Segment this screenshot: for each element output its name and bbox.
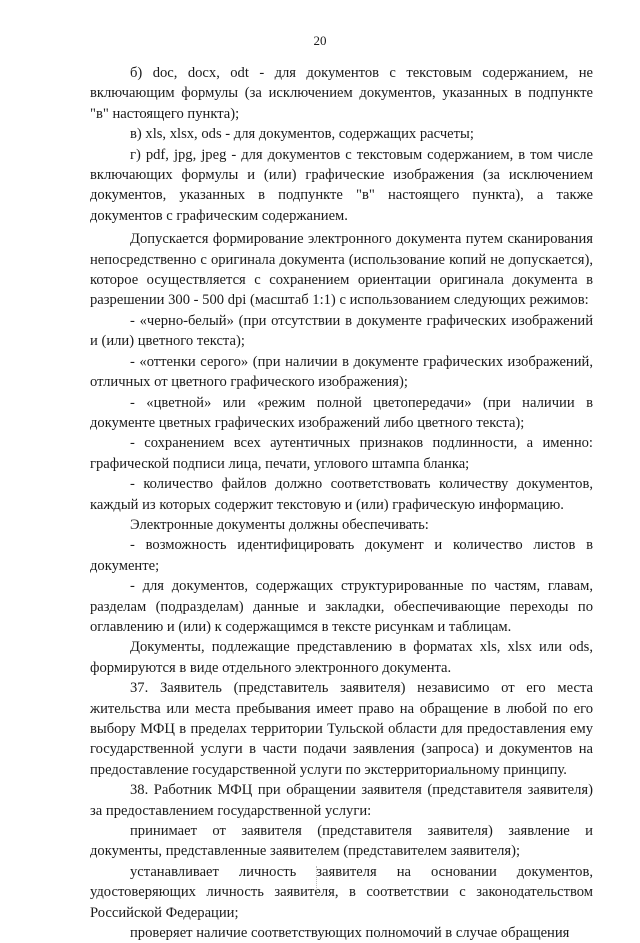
list-item-structured: - для документов, содержащих структурированные по частям, главам, разделам (подразделам) данные и закладки, обеспечивающие переходы по оглавлению и (или) к содержащимся в тексте рисункам и таблицам. [90,578,593,635]
paragraph-37: 37. Заявитель (представитель заявителя) независимо от его места жительства или места пребывания имеет право на обращение в любой по его выбору МФЦ в пределах территории Тульской области для предоставления ему государственной услуги в части подачи заявления (запроса) и документов на предоставление государственной услуги по экстерриториальному принципу. [90,680,593,778]
paragraph-scanning: Допускается формирование электронного документа путем сканирования непосредственно с оригинала документа (использование копий не допускается), которое осуществляется с сохранением ориентации оригинала документа в разрешении 300 - 500 dpi (масштаб 1:1) с использованием следующих режимов: [90,231,593,309]
list-item-grayscale: - «оттенки серого» (при наличии в документе графических изображений, отличных от цветного графического изображения); [90,353,593,391]
paragraph-requirements: Электронные документы должны обеспечивать: [130,516,429,533]
paragraph-format-doc: б) doc, docx, odt - для документов с текстовым содержанием, не включающим формулы (за исключением документов, указанных в подпункте "в" настоящего пункта); [90,65,593,122]
list-item-file-count: - количество файлов должно соответствовать количеству документов, каждый из которых содержит текстовую и (или) графическую информацию. [90,476,593,513]
list-item-black-white: - «черно-белый» (при отсутствии в документе графических изображений и (или) цветного текста); [90,312,593,350]
paragraph-format-pdf: г) pdf, jpg, jpeg - для документов с текстовым содержанием, в том числе включающих формулы и (или) графические изображения (за исключением документов, указанных в подпункте "в" настоящего пункта), а также документов с графическим содержанием. [90,146,593,224]
paragraph-accepts: принимает от заявителя (представителя заявителя) заявление и документы, представленные заявителем (представителем заявителя); [90,823,593,860]
paragraph-checks: проверяет наличие соответствующих полномочий в случае обращения [130,925,570,942]
page-number: 20 [313,33,327,48]
paragraph-format-xls: в) xls, xlsx, ods - для документов, содержащих расчеты; [130,126,474,143]
list-item-authenticity: - сохранением всех аутентичных признаков подлинности, а именно: графической подписи лица, печати, углового штампа бланка; [90,435,593,472]
list-item-identify: - возможность идентифицировать документ и количество листов в документе; [90,537,593,574]
paragraph-identifies: устанавливает личность заявителя на основании документов, удостоверяющих личность заявителя, в соответствии с законодательством Российской Федерации; [90,863,593,921]
document-body [90,63,593,943]
paragraph-separate-document: Документы, подлежащие представлению в форматах xls, xlsx или ods, формируются в виде отдельного электронного документа. [90,639,593,676]
list-item-color: - «цветной» или «режим полной цветопередачи» (при наличии в документе цветных графических изображений либо цветного текста); [90,394,593,431]
scan-margin-mark [316,866,319,896]
paragraph-38: 38. Работник МФЦ при обращении заявителя (представителя заявителя) за предоставлением государственной услуги: [90,782,593,819]
